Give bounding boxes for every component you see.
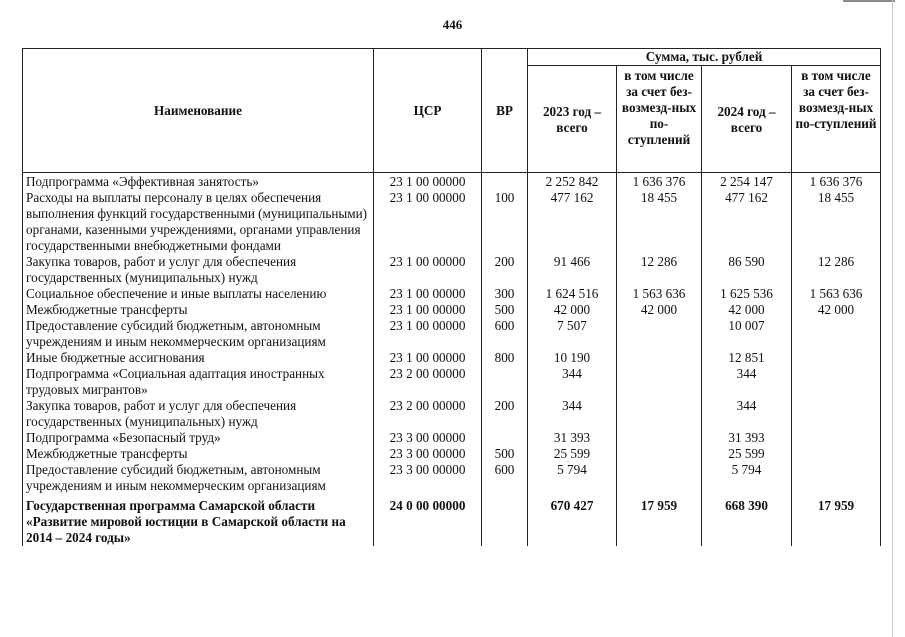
row-2023-free: [617, 350, 702, 366]
row-2024-free: 18 455: [792, 190, 881, 254]
header-sum-group: Сумма, тыс. рублей: [528, 49, 881, 66]
row-vr: 100: [482, 190, 528, 254]
row-csr: 23 3 00 00000: [374, 430, 482, 446]
row-2024-free: 42 000: [792, 302, 881, 318]
row-2023-free: 1 563 636: [617, 286, 702, 302]
budget-table: [22, 48, 881, 546]
row-2023-free: [617, 318, 702, 350]
row-vr: 200: [482, 254, 528, 286]
row-csr: 23 1 00 00000: [374, 350, 482, 366]
row-csr: 23 1 00 00000: [374, 286, 482, 302]
table-row: [23, 494, 881, 546]
row-2023-total: 42 000: [528, 302, 617, 318]
row-name: Подпрограмма «Безопасный труд»: [23, 430, 374, 446]
row-name: Предоставление субсидий бюджетным, автономным учреждениям и иным некоммерческим организациям: [23, 318, 374, 350]
row-2024-free: 1 636 376: [792, 173, 881, 191]
row-vr: [482, 494, 528, 546]
row-2023-total: 477 162: [528, 190, 617, 254]
row-2023-total: 344: [528, 366, 617, 398]
row-csr: 23 1 00 00000: [374, 318, 482, 350]
row-2024-total: 668 390: [702, 494, 792, 546]
row-2024-total: 5 794: [702, 462, 792, 494]
row-name: Закупка товаров, работ и услуг для обеспечения государственных (муниципальных) нужд: [23, 254, 374, 286]
page-edge: [892, 0, 893, 637]
row-csr: 23 2 00 00000: [374, 366, 482, 398]
row-2024-total: 344: [702, 398, 792, 430]
row-csr: 23 2 00 00000: [374, 398, 482, 430]
scan-edge-mark: [843, 0, 895, 2]
row-2024-total: 477 162: [702, 190, 792, 254]
row-2023-free: 1 636 376: [617, 173, 702, 191]
table-row: [23, 366, 881, 398]
header-name: Наименование: [23, 49, 374, 173]
row-csr: 23 1 00 00000: [374, 190, 482, 254]
row-vr: 300: [482, 286, 528, 302]
row-2024-total: 1 625 536: [702, 286, 792, 302]
row-2023-free: 42 000: [617, 302, 702, 318]
row-2024-total: 31 393: [702, 430, 792, 446]
row-vr: 500: [482, 446, 528, 462]
row-2023-free: [617, 366, 702, 398]
row-vr: 800: [482, 350, 528, 366]
row-name: Межбюджетные трансферты: [23, 446, 374, 462]
row-2023-total: 25 599: [528, 446, 617, 462]
table-row: [23, 190, 881, 254]
row-2024-free: [792, 366, 881, 398]
row-vr: 600: [482, 318, 528, 350]
table-row: [23, 302, 881, 318]
table-body: [23, 173, 881, 547]
row-2023-free: [617, 430, 702, 446]
row-2024-free: [792, 398, 881, 430]
row-2024-free: [792, 350, 881, 366]
row-csr: 23 1 00 00000: [374, 302, 482, 318]
row-2024-free: [792, 462, 881, 494]
header-csr: ЦСР: [374, 49, 482, 173]
row-vr: [482, 366, 528, 398]
row-2023-free: 18 455: [617, 190, 702, 254]
row-2023-total: 5 794: [528, 462, 617, 494]
row-name: Расходы на выплаты персоналу в целях обеспечения выполнения функций государственными (муниципальными) органами, казенными учреждениями, органами управления государственными внебюджетными фондами: [23, 190, 374, 254]
row-vr: [482, 173, 528, 191]
row-2023-total: 7 507: [528, 318, 617, 350]
table-row: [23, 286, 881, 302]
row-name: Закупка товаров, работ и услуг для обеспечения государственных (муниципальных) нужд: [23, 398, 374, 430]
row-vr: [482, 430, 528, 446]
row-2024-free: 12 286: [792, 254, 881, 286]
row-2023-free: 17 959: [617, 494, 702, 546]
row-vr: 200: [482, 398, 528, 430]
row-name: Иные бюджетные ассигнования: [23, 350, 374, 366]
header-vr: ВР: [482, 49, 528, 173]
row-csr: 23 3 00 00000: [374, 446, 482, 462]
header-2023-total: 2023 год – всего: [528, 66, 617, 173]
row-2023-total: 2 252 842: [528, 173, 617, 191]
row-2024-total: 2 254 147: [702, 173, 792, 191]
row-name: Подпрограмма «Социальная адаптация иностранных трудовых мигрантов»: [23, 366, 374, 398]
row-2023-total: 344: [528, 398, 617, 430]
row-vr: 500: [482, 302, 528, 318]
page-number: 446: [442, 17, 463, 32]
table-row: [23, 173, 881, 191]
row-2023-total: 670 427: [528, 494, 617, 546]
row-2023-total: 10 190: [528, 350, 617, 366]
row-name: Социальное обеспечение и иные выплаты населению: [23, 286, 374, 302]
table-header: [23, 49, 881, 173]
row-name: Подпрограмма «Эффективная занятость»: [23, 173, 374, 191]
header-2023-free: в том числе за счет без-возмезд-ных по-ступлений: [617, 66, 702, 173]
row-2024-total: 42 000: [702, 302, 792, 318]
header-2024-free: в том числе за счет без-возмезд-ных по-ступлений: [792, 66, 881, 173]
row-2024-total: 86 590: [702, 254, 792, 286]
row-2024-free: [792, 446, 881, 462]
row-2024-total: 344: [702, 366, 792, 398]
table-row: [23, 446, 881, 462]
row-vr: 600: [482, 462, 528, 494]
row-csr: 24 0 00 00000: [374, 494, 482, 546]
row-2023-free: 12 286: [617, 254, 702, 286]
table-row: [23, 430, 881, 446]
row-2023-total: 91 466: [528, 254, 617, 286]
row-2024-total: 10 007: [702, 318, 792, 350]
row-2023-free: [617, 462, 702, 494]
table-row: [23, 350, 881, 366]
row-2023-total: 31 393: [528, 430, 617, 446]
row-csr: 23 1 00 00000: [374, 173, 482, 191]
row-2024-free: [792, 318, 881, 350]
row-csr: 23 1 00 00000: [374, 254, 482, 286]
row-2023-free: [617, 398, 702, 430]
row-2024-free: 1 563 636: [792, 286, 881, 302]
row-name: Предоставление субсидий бюджетным, автономным учреждениям и иным некоммерческим организациям: [23, 462, 374, 494]
row-2024-total: 12 851: [702, 350, 792, 366]
row-name: Межбюджетные трансферты: [23, 302, 374, 318]
row-2024-free: [792, 430, 881, 446]
row-2023-free: [617, 446, 702, 462]
table-row: [23, 398, 881, 430]
row-name: Государственная программа Самарской области «Развитие мировой юстиции в Самарской области на 2014 – 2024 годы»: [23, 494, 374, 546]
table-row: [23, 318, 881, 350]
row-2024-total: 25 599: [702, 446, 792, 462]
row-2024-free: 17 959: [792, 494, 881, 546]
row-2023-total: 1 624 516: [528, 286, 617, 302]
header-2024-total: 2024 год – всего: [702, 66, 792, 173]
table-row: [23, 254, 881, 286]
row-csr: 23 3 00 00000: [374, 462, 482, 494]
table-row: [23, 462, 881, 494]
